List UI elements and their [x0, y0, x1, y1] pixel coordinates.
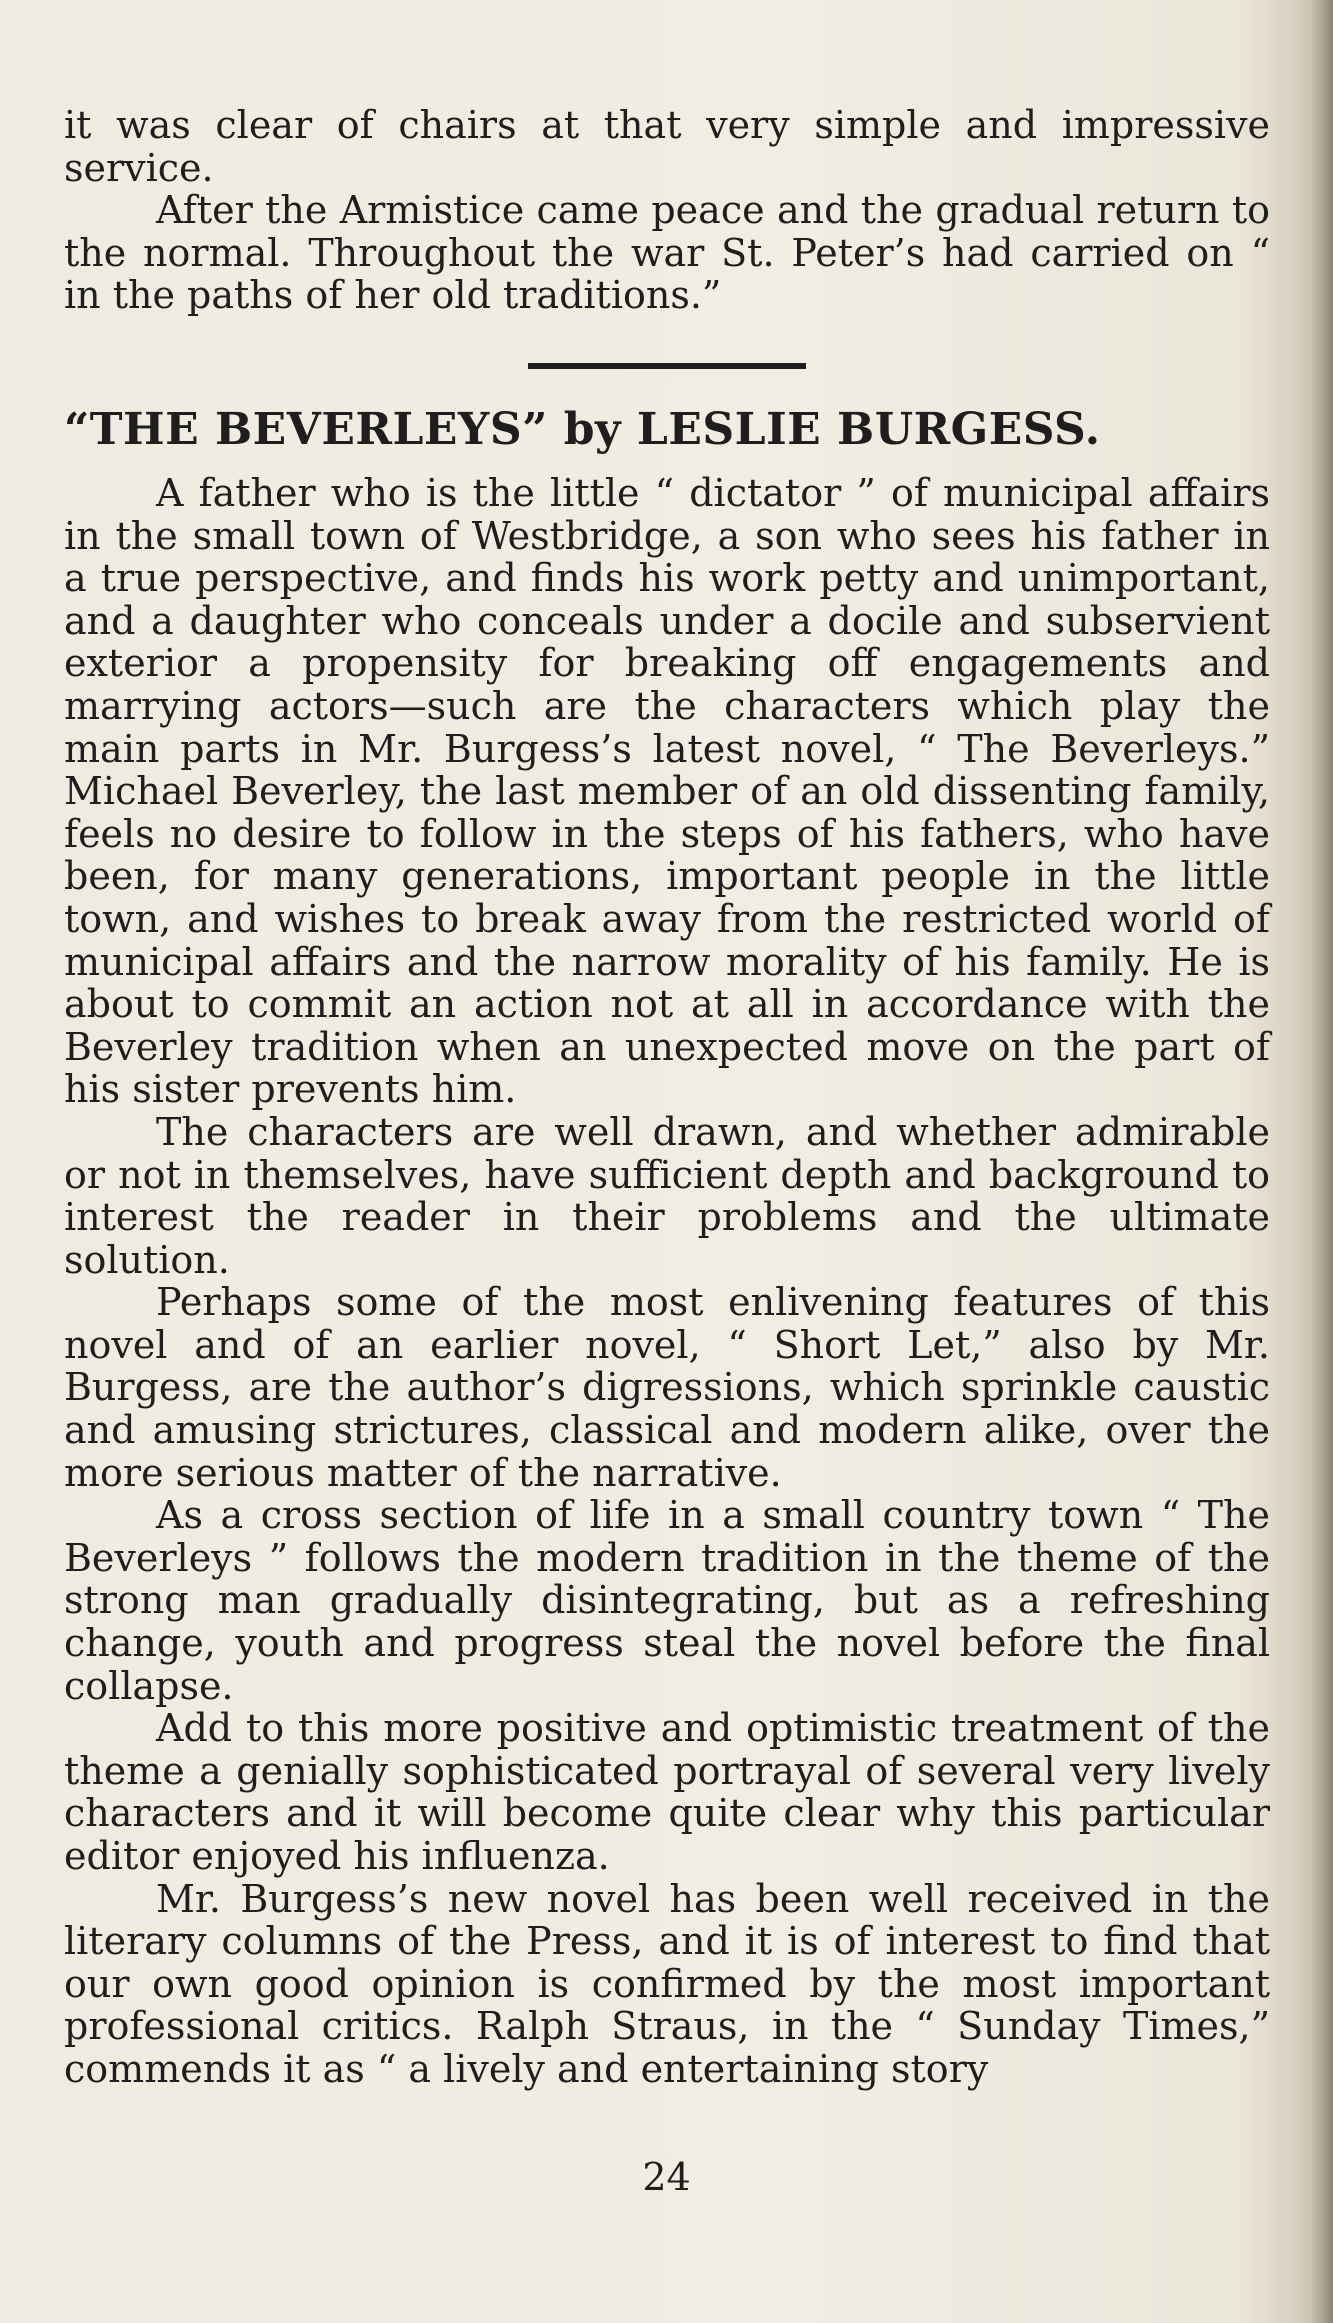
article-paragraph: As a cross section of life in a small country town “ The Beverleys ” follows the modern tradition in the theme of the strong man gradually disintegrating, but as a refreshing change, youth and progress steal the novel before the final collapse. [64, 1493, 1270, 1708]
article-paragraph: Perhaps some of the most enlivening features of this novel and of an earlier novel, “ Short Let,” also by Mr. Burgess, are the author’s digressions, which sprinkle caustic and amusing strictures, classical and modern alike, over the more serious matter of the narrative. [64, 1280, 1270, 1495]
paragraph-armistice: After the Armistice came peace and the gradual return to the normal. Throughout the war St. Peter’s had carried on “ in the paths of her old traditions.” [64, 188, 1270, 318]
continued-text [64, 104, 1270, 317]
article-body [64, 472, 1270, 2091]
article-paragraph: Add to this more positive and optimistic treatment of the theme a genially sophisticated portrayal of several very lively characters and it will become quite clear why this particular editor enjoyed his influenza. [64, 1706, 1270, 1878]
article-paragraph: The characters are well drawn, and whether admirable or not in themselves, have sufficient depth and background to interest the reader in their problems and the ultimate solution. [64, 1109, 1270, 1282]
paragraph-continued: it was clear of chairs at that very simple and impressive service. [64, 103, 1270, 190]
article-paragraph: Mr. Burgess’s new novel has been well received in the literary columns of the Press, and it is of interest to find that our own good opinion is confirmed by the most important professional critics. Ralph Straus, in the “ Sunday Times,” commends it as “ a lively and entertaining story [64, 1876, 1270, 2091]
article-heading: “THE BEVERLEYS” by LESLIE BURGESS. [64, 404, 1101, 455]
section-divider [528, 363, 806, 369]
page-number: 24 [642, 2155, 691, 2199]
page-edge-shadow [1311, 0, 1333, 2323]
article-paragraph: A father who is the little “ dictator ” of municipal affairs in the small town of Westbridge, a son who sees his father in a true perspective, and finds his work petty and unimportant, and a daughter who conceals under a docile and subservient exterior a propensity for breaking off engagements and marrying actors—such are the characters which play the main parts in Mr. Burgess’s latest novel, “ The Beverleys.” Michael Beverley, the last member of an old dissenting family, feels no desire to follow in the steps of his fathers, who have been, for many generations, important people in the little town, and wishes to break away from the restricted world of municipal affairs and the narrow morality of his family. He is about to commit an action not at all in accordance with the Beverley tradition when an unexpected move on the part of his sister prevents him. [64, 471, 1270, 1112]
